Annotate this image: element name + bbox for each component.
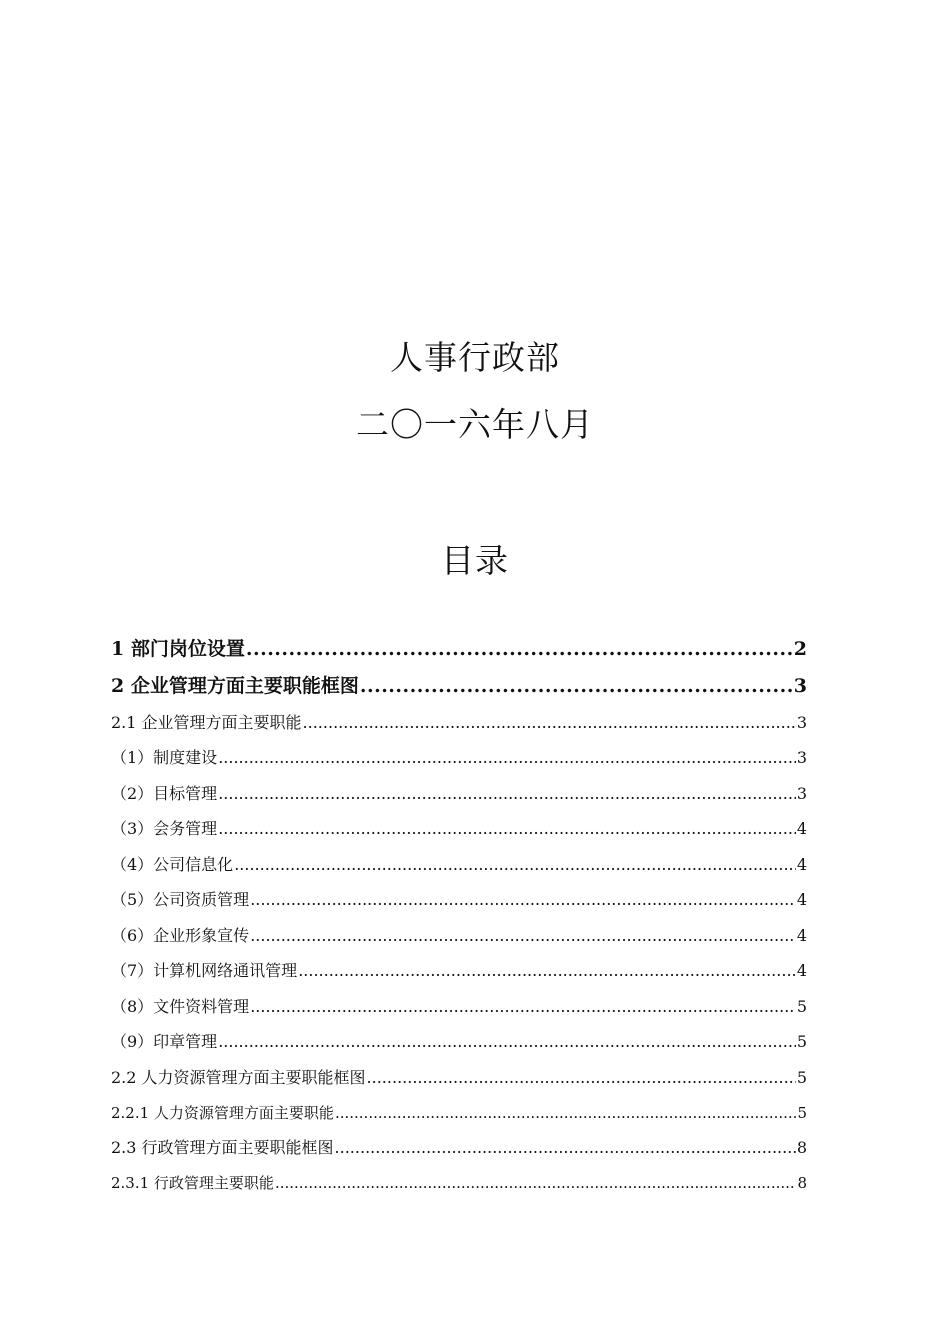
toc-entry-2-2[interactable]: [111, 1067, 807, 1089]
toc-entry-item-3[interactable]: [111, 818, 807, 840]
toc-entry-item-9[interactable]: [111, 1031, 807, 1053]
dot-leader: [246, 636, 793, 662]
toc-page-number: 5: [796, 1068, 807, 1087]
toc-entry-1[interactable]: [111, 636, 807, 662]
toc-entry-label: 2.2 人力资源管理方面主要职能框图: [111, 1068, 366, 1087]
toc-entry-item-5[interactable]: [111, 889, 807, 911]
toc-page-number: 4: [796, 855, 807, 874]
toc-entry-item-7[interactable]: [111, 960, 807, 982]
toc-page-number: 4: [796, 926, 807, 945]
dot-leader: [234, 854, 796, 876]
toc-entry-2-2-1[interactable]: [111, 1102, 807, 1124]
toc-page-number: 4: [796, 819, 807, 838]
dot-leader: [360, 673, 793, 699]
toc-entry-label: （3）会务管理: [111, 819, 218, 838]
dot-leader: [298, 960, 796, 982]
dot-leader: [367, 1067, 796, 1089]
toc-page-number: 3: [796, 748, 807, 767]
toc-entry-2-1[interactable]: [111, 712, 807, 734]
toc-entry-item-2[interactable]: [111, 783, 807, 805]
department-title: 人事行政部: [390, 338, 560, 377]
dot-leader: [335, 1137, 796, 1159]
toc-entry-label: 2.1 企业管理方面主要职能: [111, 713, 302, 732]
toc-entry-item-4[interactable]: [111, 854, 807, 876]
dot-leader: [218, 1031, 796, 1053]
toc-page-number: 3: [796, 784, 807, 803]
toc-entry-label: （4）公司信息化: [111, 855, 234, 874]
toc-page-number: 4: [796, 890, 807, 909]
toc-page-number: 3: [793, 675, 807, 697]
toc-heading: 目录: [441, 541, 509, 580]
dot-leader: [218, 783, 796, 805]
toc-entry-label: （6）企业形象宣传: [111, 926, 250, 945]
dot-leader: [250, 996, 796, 1018]
toc-page-number: 2: [793, 638, 807, 660]
toc-page-number: 4: [796, 961, 807, 980]
toc-entry-label: 2.3 行政管理方面主要职能框图: [111, 1138, 334, 1157]
toc-entry-label: （5）公司资质管理: [111, 890, 250, 909]
toc-entry-2[interactable]: [111, 673, 807, 699]
dot-leader: [218, 747, 796, 769]
dot-leader: [250, 925, 796, 947]
toc-entry-label: 2 企业管理方面主要职能框图: [111, 675, 359, 697]
toc-page-number: 5: [797, 1104, 807, 1122]
dot-leader: [303, 712, 796, 734]
toc-page-number: 5: [796, 1032, 807, 1051]
dot-leader: [218, 818, 796, 840]
date-title: 二〇一六年八月: [356, 405, 594, 444]
toc-entry-label: 2.2.1 人力资源管理方面主要职能: [111, 1104, 334, 1122]
toc-page-number: 8: [797, 1174, 807, 1192]
toc-entry-label: （2）目标管理: [111, 784, 218, 803]
toc-entry-item-8[interactable]: [111, 996, 807, 1018]
toc-page-number: 8: [796, 1138, 807, 1157]
toc-entry-item-1[interactable]: [111, 747, 807, 769]
toc-page-number: 3: [796, 713, 807, 732]
toc-entry-item-6[interactable]: [111, 925, 807, 947]
toc-entry-label: （7）计算机网络通讯管理: [111, 961, 298, 980]
toc-entry-label: （9）印章管理: [111, 1032, 218, 1051]
dot-leader: [250, 889, 796, 911]
toc-entry-label: 1 部门岗位设置: [111, 638, 245, 660]
toc-entry-label: （1）制度建设: [111, 748, 218, 767]
toc-entry-2-3[interactable]: [111, 1137, 807, 1159]
dot-leader: [275, 1172, 797, 1194]
dot-leader: [335, 1102, 797, 1124]
toc-page-number: 5: [796, 997, 807, 1016]
toc-entry-label: （8）文件资料管理: [111, 997, 250, 1016]
toc-entry-2-3-1[interactable]: [111, 1172, 807, 1194]
toc-entry-label: 2.3.1 行政管理主要职能: [111, 1174, 274, 1192]
